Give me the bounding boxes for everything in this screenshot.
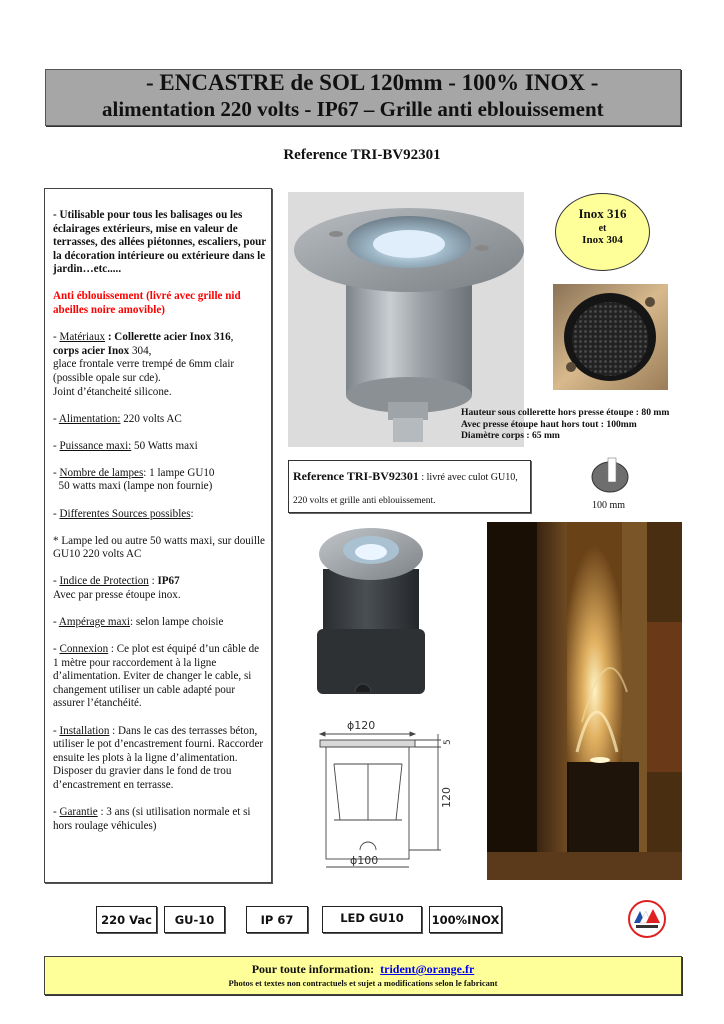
footer-disclaimer: Photos et textes non contractuels et sujet a modifications selon le fabricant [228, 978, 498, 988]
amperage-label: Ampérage maxi [58, 615, 131, 628]
max-power-label: Puissance maxi: [59, 439, 132, 452]
protection-value: IP67 [157, 575, 180, 588]
grille-photo [553, 284, 668, 390]
trident-logo [627, 899, 667, 939]
footer-label: Pour toute information: [251, 962, 375, 976]
materials-body-grade: 304, [129, 344, 152, 357]
installation-section: - Installation : Dans le cas des terrasses béton, utiliser le pot d’encastrement fourni. Raccorder ensuite les plots à la ligne d’alimentation. Disposer du gravier dans le fond de trou d’encastrement en terrasse. [53, 724, 264, 791]
dimension-total-height: Avec presse étoupe haut hors tout : 100mm [461, 418, 637, 430]
reference-box-text2: 220 volts et grille anti eblouissement. [293, 496, 436, 506]
lamps-label: Nombre de lampes [59, 466, 144, 479]
technical-drawing [310, 712, 460, 872]
dimensions-text [461, 407, 669, 442]
sources-section: - Differentes Sources possibles: [53, 507, 194, 520]
reference-heading: Reference TRI-BV92301 [283, 147, 441, 163]
drawing-body-height: 120 [440, 787, 453, 808]
email-link[interactable]: trident@orange.fr [380, 962, 475, 976]
drawing-flange-height: 5 [443, 739, 453, 745]
description-panel [44, 188, 272, 883]
materials-collar: : Collerette acier Inox 316 [105, 331, 231, 344]
material-badge-line3: Inox 304 [582, 234, 623, 246]
protection-section: - Indice de Protection : IP67 Avec par presse étoupe inox. [53, 575, 181, 601]
title-line-2: alimentation 220 volts - IP67 – Grille anti eblouissement [102, 97, 604, 121]
badge-led: LED GU10 [322, 906, 422, 933]
materials-label: Matériaux [59, 331, 106, 344]
title-line-1: - ENCASTRE de SOL 120mm - 100% INOX - [146, 70, 599, 95]
amperage-value: : selon lampe choisie [130, 615, 224, 628]
drawing-bottom-diameter: ϕ100 [350, 854, 379, 867]
connection-value: : Ce plot est équipé d’un câble de 1 mètre pour raccordement à la ligne d’alimentation. Eviter de changer le cable, si changement utiliser un cable adapté pour assurer l’étanchéité. [53, 643, 260, 710]
footer-contact [45, 962, 681, 977]
lamps-value-2: 50 watts maxi (lampe non fournie) [53, 480, 213, 493]
badge-voltage: 220 Vac [96, 906, 157, 933]
drawing-top-diameter: ϕ120 [347, 719, 376, 732]
reference-box-line1 [293, 469, 518, 484]
lamps-section: - Nombre de lampes: 1 lampe GU10 50 watts maxi (lampe non fournie) [53, 466, 215, 493]
connection-section: - Connexion : Ce plot est équipé d’un câble de 1 mètre pour raccordement à la ligne d’alimentation. Eviter de changer le cable, si changement utiliser un cable adapté pour assurer l’étanchéité. [53, 643, 260, 710]
sources-colon: : [190, 507, 194, 520]
power-supply-value: 220 volts AC [120, 412, 182, 425]
max-power-value: 50 Watts maxi [131, 439, 198, 452]
installation-value: : Dans le cas des terrasses béton, utiliser le pot d’encastrement fourni. Raccorder ensuite les plots à la ligne d’alimentation. [53, 724, 264, 764]
max-power-section: - Puissance maxi: 50 Watts maxi [53, 439, 198, 452]
footer-info [44, 956, 682, 995]
power-supply-label: Alimentation: [58, 412, 121, 425]
power-supply-section: - Alimentation: 220 volts AC [53, 412, 182, 425]
warranty-value: : 3 ans (si utilisation normale et si hors roulage véhicules) [53, 806, 251, 832]
dimension-diameter: Diamètre corps : 65 mm [461, 430, 560, 441]
anti-glare-text: Anti éblouissement (livré avec grille nid abeilles noire amovible) [53, 290, 241, 317]
warranty-section: - Garantie : 3 ans (si utilisation normale et si hors roulage véhicules) [53, 806, 251, 832]
intro-text: - Utilisable pour tous les balisages ou les éclairages extérieurs, mise en valeur de terrasses, des allées piétonnes, escaliers, pour la décoration intérieure ou extérieure dans le jardin…etc..... [53, 209, 267, 276]
cut-hole-label: 100 mm [592, 500, 626, 511]
cut-hole-icon [590, 455, 632, 495]
ambiance-photo [487, 522, 682, 880]
reference-box-text1: : livré avec culot GU10, [418, 472, 518, 483]
connection-label: Connexion [59, 643, 109, 656]
dimension-height: Hauteur sous collerette hors presse étoupe : 80 mm [461, 407, 670, 418]
material-badge-line2: et [598, 223, 607, 234]
materials-glass: glace frontale verre trempé de 6mm clair (possible opale sur cde). [53, 358, 235, 384]
materials-seal: Joint d’étancheité silicone. [53, 385, 172, 398]
badge-ip-rating: IP 67 [246, 906, 308, 933]
protection-sep: : [148, 575, 158, 588]
title-banner [45, 69, 681, 126]
sources-label: Differentes Sources possibles [59, 507, 191, 520]
materials-body: corps acier Inox [53, 344, 130, 357]
badge-socket: GU-10 [164, 906, 225, 933]
reference-box [288, 460, 531, 513]
amperage-section: - Ampérage maxi: selon lampe choisie [53, 615, 224, 628]
reference-box-ref: Reference TRI-BV92301 [293, 469, 419, 483]
materials-sep: , [230, 331, 234, 344]
material-badge [555, 193, 650, 271]
protection-note: Avec par presse étoupe inox. [53, 588, 181, 601]
product-photo-housing [305, 524, 435, 699]
materials-section: - Matériaux : Collerette acier Inox 316, corps acier Inox 304, glace frontale verre trempé de 6mm clair (possible opale sur cde). Joint d’étancheité silicone. [53, 331, 235, 398]
badge-inox: 100%INOX [429, 906, 502, 933]
warranty-label: Garantie [59, 806, 98, 818]
protection-label: Indice de Protection [59, 575, 149, 588]
lamps-value: : 1 lampe GU10 [143, 466, 215, 479]
installation-label: Installation [59, 724, 110, 737]
installation-value-2: Disposer du gravier dans le fond de trou d’encastrement en terrasse. [53, 765, 232, 791]
material-badge-line1: Inox 316 [578, 206, 627, 221]
sources-value: * Lampe led ou autre 50 watts maxi, sur douille GU10 220 volts AC [53, 534, 265, 561]
